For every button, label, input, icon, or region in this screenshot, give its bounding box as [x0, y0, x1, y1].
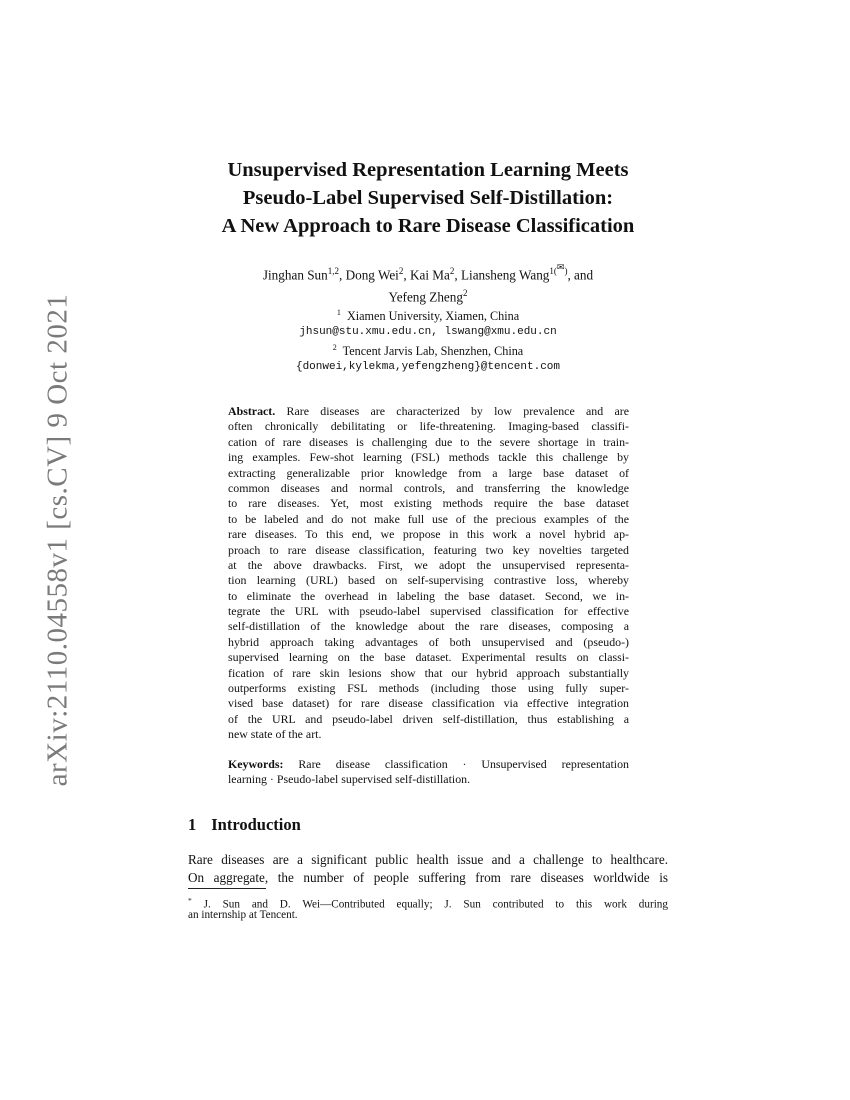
- author-line-1: Jinghan Sun$^{1,2}$, Dong Wei$^2$, Kai Ma$^2$, Liansheng Wang$^{1(✉)}$, and: [150, 258, 706, 284]
- affiliations: [150, 305, 706, 375]
- author-affil-mark: 2: [462, 288, 468, 299]
- abstract-line: self-distillation of the knowledge about the rare diseases, composing a: [228, 619, 629, 634]
- abstract-line: [228, 404, 629, 419]
- abstract-line: vised base dataset) for rare disease classification via effective integration: [228, 696, 629, 711]
- author-name: Yefeng Zheng: [388, 289, 463, 305]
- keywords-label: Keywords:: [228, 757, 284, 771]
- author-affil-mark: 1(: [549, 266, 557, 276]
- author-name: Dong Wei: [345, 267, 399, 283]
- keywords: [228, 757, 629, 788]
- abstract-text: Rare diseases are characterized by low prevalence and are: [275, 404, 629, 418]
- footnote: [188, 893, 668, 923]
- footnote-line: [188, 893, 668, 911]
- author-name: Jinghan Sun: [262, 267, 328, 283]
- abstract-line: at the above drawbacks. First, we adopt the unsupervised representa-: [228, 557, 629, 572]
- body-line: Rare diseases are a significant public health issue and a challenge to healthcare.: [188, 852, 668, 867]
- abstract-line: cation of rare diseases is challenging due to the severe shortage in train-: [228, 434, 629, 449]
- affiliation-1-email: jhsun@stu.xmu.edu.cn, lswang@xmu.edu.cn: [299, 325, 557, 338]
- author-affil-mark: 2: [398, 266, 404, 276]
- author-name: Liansheng Wang: [460, 267, 550, 283]
- footnote-line: an internship at Tencent.: [188, 909, 298, 921]
- author-name: Kai Ma: [409, 267, 450, 283]
- author-affil-mark: 2: [449, 266, 455, 276]
- abstract-line: ing examples. Few-shot learning (FSL) methods tackle this challenge by: [228, 450, 629, 465]
- abstract-line: to be labeled and do not make full use of the precious examples of the: [228, 511, 629, 526]
- abstract-line: outperforms existing FSL methods (including those using fully super-: [228, 681, 629, 696]
- section-title: Introduction: [211, 815, 301, 834]
- abstract-line: fication of rare skin lesions show that our hybrid approach substantially: [228, 665, 629, 680]
- paper-title: [150, 156, 706, 240]
- abstract-line: supervised learning on the base dataset. Experimental results on classi-: [228, 650, 629, 665]
- section-heading: [188, 815, 301, 835]
- arxiv-identifier: arXiv:2110.04558v1 [cs.CV] 9 Oct 2021: [41, 293, 74, 787]
- keywords-line: learning · Pseudo-label supervised self-distillation.: [228, 772, 471, 787]
- author-line-2: [150, 284, 706, 306]
- author-conjunction: , and: [567, 267, 594, 283]
- author-affil-mark-close: ): [564, 266, 568, 276]
- title-line: Pseudo-Label Supervised Self-Distillation:: [242, 187, 614, 209]
- abstract-line: to rare diseases. Yet, most existing methods require the base dataset: [228, 496, 629, 511]
- abstract-line: tegrate the URL with pseudo-label supervised classification for effective: [228, 604, 629, 619]
- abstract-line: hybrid approach taking advantages of both unsupervised and (pseudo-): [228, 634, 629, 649]
- affiliation-name: Tencent Jarvis Lab, Shenzhen, China: [342, 344, 524, 359]
- keywords-text: Rare disease classification · Unsupervised representation: [283, 757, 629, 771]
- title-line: A New Approach to Rare Disease Classification: [221, 215, 635, 237]
- affiliation-2-email: {donwei,kylekma,yefengzheng}@tencent.com: [295, 360, 561, 373]
- section-number: 1: [188, 815, 197, 834]
- footnote-rule: [188, 888, 266, 889]
- abstract-line: of the URL and pseudo-label driven self-distillation, thus establishing a: [228, 711, 629, 726]
- abstract-line: to eliminate the overhead in labeling the base dataset. Second, we in-: [228, 588, 629, 603]
- abstract-line: rare diseases. To this end, we propose in this work a novel hybrid ap-: [228, 527, 629, 542]
- footnote-text: J. Sun and D. Wei—Contributed equally; J. Sun contributed to this work during: [191, 898, 668, 911]
- affiliation-name: Xiamen University, Xiamen, China: [346, 309, 520, 324]
- abstract-line: proach to rare disease classification, featuring two key novelties targeted: [228, 542, 629, 557]
- author-list: [150, 258, 706, 307]
- abstract-line: often chronically debilitating or life-threatening. Imaging-based classifi-: [228, 419, 629, 434]
- abstract-line: common diseases and normal controls, and transferring the knowledge: [228, 480, 629, 495]
- body-line: On aggregate, the number of people suffering from rare diseases worldwide is: [188, 869, 668, 885]
- abstract-label: Abstract.: [228, 404, 276, 418]
- abstract-line: extracting generalizable prior knowledge from a large base dataset of: [228, 465, 629, 480]
- envelope-icon: ✉: [556, 262, 565, 272]
- author-affil-mark: 1,2: [327, 266, 339, 276]
- abstract-line: tion learning (URL) based on self-supervising contrastive loss, whereby: [228, 573, 629, 588]
- keywords-line: [228, 757, 629, 772]
- affiliation-mark: 1: [336, 308, 341, 317]
- affiliation-mark: 2: [332, 343, 337, 353]
- abstract: [228, 404, 629, 743]
- abstract-line: new state of the art.: [228, 727, 322, 742]
- footnote-mark: *: [188, 896, 192, 905]
- introduction-text: [188, 851, 668, 886]
- affiliation-1: [150, 305, 706, 325]
- title-line: Unsupervised Representation Learning Meets: [227, 159, 629, 181]
- affiliation-2: [150, 340, 706, 360]
